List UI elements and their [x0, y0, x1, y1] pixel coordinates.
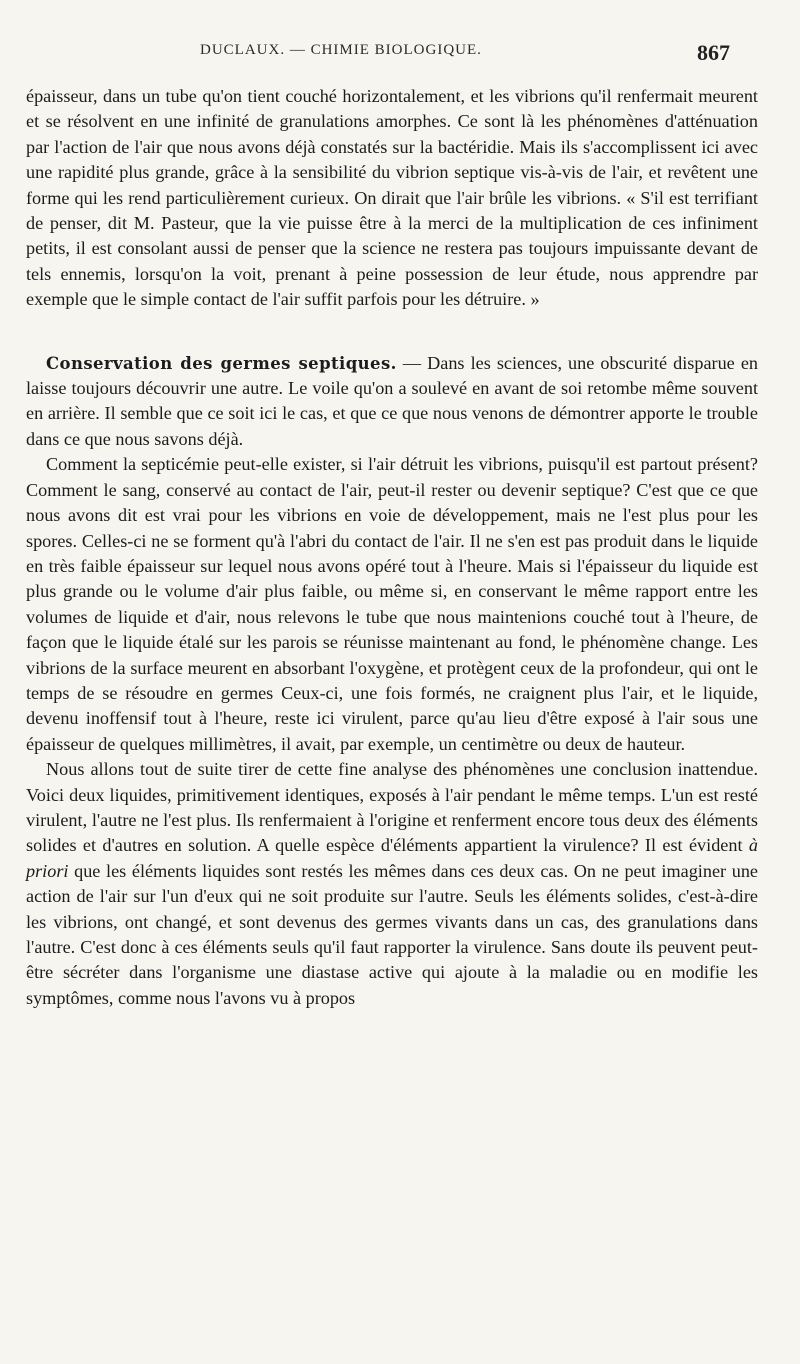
- paragraph: [26, 757, 758, 1011]
- paragraph: Comment la septicémie peut-elle exister, si l'air détruit les vibrions, puisqu'il est partout présent? Comment le sang, conservé au contact de l'air, peut-il rester ou devenir septique? C'est que ce que nous avons dit est vrai pour les vibrions en voie de développement, mais ne l'est plus pour les spores. Celles-ci ne se forment qu'à l'abri du contact de l'air. Il ne s'en est pas produit dans le liquide en très faible épaisseur sur lequel nous avons opéré tout à l'heure. Mais si l'épaisseur du liquide est plus grande ou le volume d'air plus faible, ou même si, en conservant le même rapport entre les volumes de liquide et d'air, nous relevons le tube que nous maintenions couché tout à l'heure, de façon que le liquide étalé sur les parois se réunisse maintenant au fond, le phénomène change. Les vibrions de la surface meurent en absorbant l'oxygène, et protègent ceux de la profondeur, qui ont le temps de se résoudre en germes Ceux-ci, une fois formés, ne craignent plus l'air, et le liquide, devenu inoffensif tout à l'heure, reste ici virulent, parce qu'au lieu d'être exposé à l'air sous une épaisseur de quelques millimètres, il avait, par exemple, un centimètre ou deux de hauteur.: [26, 454, 758, 754]
- paragraph-text: Nous allons tout de suite tirer de cette fine analyse des phénomènes une conclusion inattendue. Voici deux liquides, primitivement identiques, exposés à l'air pendant le même temps. L'un est resté virulent, l'autre ne l'est plus. Ils renfermaient à l'origine et renferment encore tous deux des éléments solides et d'autres en solution. A quelle espèce d'éléments appartient la virulence? Il est évident: [26, 759, 758, 856]
- page-body: [26, 84, 758, 1011]
- section-heading: Conservation des germes septiques.: [46, 353, 397, 373]
- section-paragraph-text: — Dans les sciences, une obscurité disparue en laisse toujours découvrir une autre. Le voile qu'on a soulevé en avant de soi retombe même souvent en arrière. Il semble que ce soit ici le cas, et que ce que nous venons de démontrer apporte le trouble dans ce que nous savons déjà.: [26, 352, 758, 449]
- paragraph-text: que les éléments liquides sont restés les mêmes dans ces deux cas. On ne peut imaginer une action de l'air sur l'un d'eux qui ne soit produite sur l'autre. Seuls les éléments solides, c'est-à-dire les vibrions, ont changé, et sont devenus des germes vivants dans un cas, des granulations dans l'autre. C'est donc à ces éléments seuls qu'il faut rapporter la virulence. Sans doute ils peuvent peut-être sécréter dans l'organisme une diastase active qui ajoute à la maladie ou en modifie les symptômes, comme nous l'avons vu à propos: [26, 860, 758, 1008]
- italic-term: à priori: [26, 835, 758, 881]
- running-title: DUCLAUX. — CHIMIE BIOLOGIQUE.: [200, 42, 482, 58]
- page-number: 867: [697, 40, 730, 65]
- paragraph-continued: épaisseur, dans un tube qu'on tient couché horizontalement, et les vibrions qu'il renfermait meurent et se résolvent en une infinité de granulations amorphes. Ce sont là les phénomènes d'atténuation par l'action de l'air que nous avons déjà constatés sur la bactéridie. Mais ils s'accomplissent ici avec une rapidité plus grande, grâce à la sensibilité du vibrion septique vis-à-vis de l'air, et revêtent une forme qui les rend particulièrement curieux. On dirait que l'air brûle les vibrions. « S'il est terrifiant de penser, dit M. Pasteur, que la vie puisse être à la merci de la multiplication de ces infiniment petits, il est consolant aussi de penser que la science ne restera pas toujours impuissante devant de tels ennemis, lorsqu'on la voit, prenant à peine possession de leur étude, nous apprendre par exemple que le simple contact de l'air suffit parfois pour les détruire. »: [26, 86, 758, 310]
- section-paragraph: [26, 351, 758, 453]
